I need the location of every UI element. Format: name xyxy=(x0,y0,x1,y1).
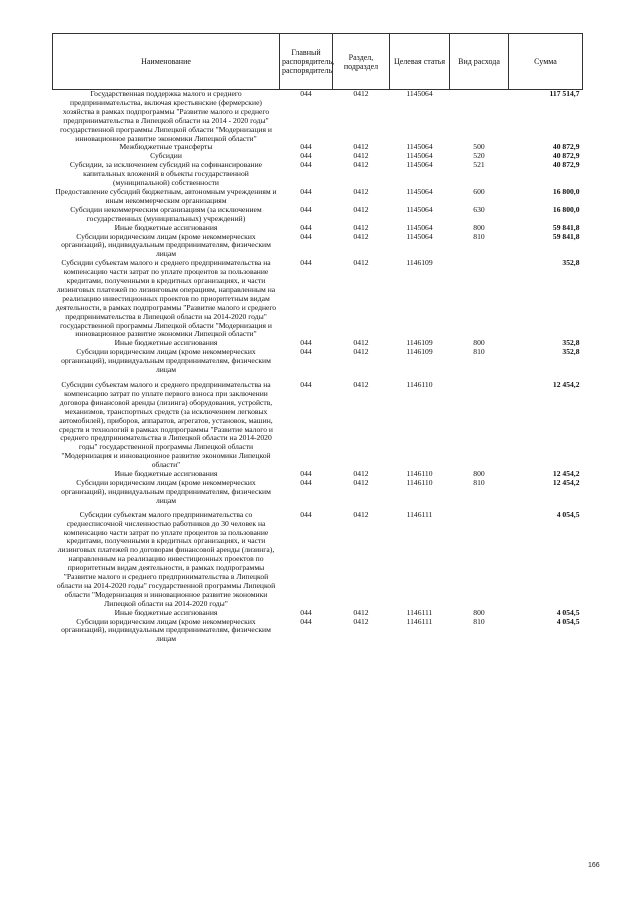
row-name: Иные бюджетные ассигнования xyxy=(114,607,218,617)
row-razdel: 0412 xyxy=(353,151,369,161)
row-name: Государственная поддержка малого и среднего предпринимательства, включая крестьянские (фермерские) хозяйства в рамках подпрограммы "Развитие малого и среднего предпринимательства в Липецкой области на 2014 - 2020 годы" государственной программы Липецкой области "Модернизация и инновационное развитие экономики Липецкой области" xyxy=(60,89,272,143)
row-celevaya: 1145064 xyxy=(406,222,433,232)
row-vid xyxy=(450,511,509,609)
row-name: Субсидии юридическим лицам (кроме некоммерческих организаций), индивидуальным предпринимателям, физическим лицам xyxy=(61,347,271,375)
row-name: Иные бюджетные ассигнования xyxy=(114,338,218,348)
row-celevaya: 1145064 xyxy=(406,142,433,152)
table-row xyxy=(53,479,583,511)
row-celevaya: 1146109 xyxy=(406,347,433,357)
page-number: 166 xyxy=(588,862,600,869)
row-razdel: 0412 xyxy=(353,160,369,170)
row-vid: 630 xyxy=(473,204,485,214)
row-celevaya: 1146109 xyxy=(406,338,433,348)
row-grs: 044 xyxy=(300,89,312,98)
row-name: Субсидии субъектам малого и среднего предпринимательства на компенсацию затрат по уплате первого взноса при заключении договора финансовой аренды (лизинга) оборудования, устройств, механизмов, транспортных средств (за исключением легковых автомобилей), приборов, аппаратов, агрегатов, установок, машин, средств и технологий в рамках подпрограммы "Развитие малого и среднего предпринимательства в Липецкой области на 2014-2020 годы" государственной программы Липецкой области "Модернизация и инновационное развитие экономики Липецкой области" xyxy=(59,380,273,470)
row-razdel: 0412 xyxy=(353,380,369,389)
row-celevaya: 1146110 xyxy=(406,477,433,487)
row-grs: 044 xyxy=(300,607,312,617)
row-grs: 044 xyxy=(300,142,312,152)
row-vid: 800 xyxy=(473,607,485,617)
row-vid xyxy=(450,90,509,144)
row-sum: 352,8 xyxy=(562,347,580,357)
row-name: Иные бюджетные ассигнования xyxy=(114,469,218,479)
row-razdel: 0412 xyxy=(353,338,369,348)
row-sum: 12 454,2 xyxy=(552,469,580,479)
row-grs: 044 xyxy=(300,151,312,161)
header-name: Наименование xyxy=(53,34,280,90)
row-sum: 12 454,2 xyxy=(552,380,580,389)
table-row xyxy=(53,259,583,339)
row-vid: 810 xyxy=(473,477,485,487)
row-name: Субсидии xyxy=(150,151,182,161)
budget-table-page xyxy=(52,33,582,644)
row-sum: 16 800,0 xyxy=(552,204,580,214)
row-vid: 500 xyxy=(473,142,485,152)
row-razdel: 0412 xyxy=(353,186,369,196)
row-razdel: 0412 xyxy=(353,222,369,232)
table-row xyxy=(53,143,583,152)
row-grs: 044 xyxy=(300,347,312,357)
row-razdel: 0412 xyxy=(353,89,369,98)
row-sum: 12 454,2 xyxy=(552,477,580,487)
row-grs: 044 xyxy=(300,231,312,241)
row-grs: 044 xyxy=(300,204,312,214)
row-grs: 044 xyxy=(300,258,312,268)
table-row xyxy=(53,188,583,206)
table-row xyxy=(53,381,583,470)
row-sum: 16 800,0 xyxy=(552,186,580,196)
row-sum: 40 872,9 xyxy=(552,160,580,170)
row-celevaya: 1145064 xyxy=(406,89,433,98)
row-vid: 810 xyxy=(473,347,485,357)
row-celevaya: 1146111 xyxy=(406,607,433,617)
row-razdel: 0412 xyxy=(353,204,369,214)
row-vid: 600 xyxy=(473,186,485,196)
row-razdel: 0412 xyxy=(353,469,369,479)
table-row xyxy=(53,618,583,645)
row-celevaya: 1146111 xyxy=(406,616,433,626)
row-sum: 4 054,5 xyxy=(556,616,580,626)
row-name: Предоставление субсидий бюджетным, автономным учреждениям и иным некоммерческим организациям xyxy=(55,186,277,205)
row-celevaya: 1146110 xyxy=(406,469,433,479)
row-razdel: 0412 xyxy=(353,477,369,487)
row-grs: 044 xyxy=(300,160,312,170)
row-sum: 40 872,9 xyxy=(552,151,580,161)
row-razdel: 0412 xyxy=(353,347,369,357)
table-row xyxy=(53,511,583,609)
row-vid xyxy=(450,259,509,339)
row-grs: 044 xyxy=(300,186,312,196)
table-row xyxy=(53,348,583,381)
row-vid: 800 xyxy=(473,338,485,348)
row-name: Субсидии, за исключением субсидий на софинансирование капитальных вложений в объекты государственной (муниципальной) собственности xyxy=(69,160,263,188)
row-name: Субсидии некоммерческим организациям (за исключением государственных (муниципальных) учреждений) xyxy=(70,204,262,223)
header-vid: Вид расхода xyxy=(450,34,509,90)
row-grs: 044 xyxy=(300,380,312,389)
row-vid xyxy=(450,381,509,470)
row-celevaya: 1146110 xyxy=(406,380,433,389)
row-vid: 800 xyxy=(473,222,485,232)
row-grs: 044 xyxy=(300,616,312,626)
row-sum: 117 514,7 xyxy=(549,89,580,98)
row-name: Субсидии юридическим лицам (кроме некоммерческих организаций), индивидуальным предпринимателям, физическим лицам xyxy=(61,616,271,644)
table-row xyxy=(53,161,583,188)
row-vid: 810 xyxy=(473,231,485,241)
row-celevaya: 1145064 xyxy=(406,160,433,170)
row-name: Субсидии юридическим лицам (кроме некоммерческих организаций), индивидуальным предпринимателям, физическим лицам xyxy=(61,231,271,259)
table-body xyxy=(53,90,583,645)
header-summa: Сумма xyxy=(509,34,583,90)
row-celevaya: 1145064 xyxy=(406,186,433,196)
row-vid: 521 xyxy=(473,160,485,170)
row-name: Иные бюджетные ассигнования xyxy=(114,222,218,232)
row-vid: 800 xyxy=(473,469,485,479)
row-vid: 810 xyxy=(473,616,485,626)
row-razdel: 0412 xyxy=(353,258,369,268)
row-sum: 4 054,5 xyxy=(556,607,580,617)
row-razdel: 0412 xyxy=(353,607,369,617)
row-razdel: 0412 xyxy=(353,616,369,626)
row-sum: 59 841,8 xyxy=(552,231,580,241)
row-name: Субсидии субъектам малого предпринимательства со среднесписочной численностью работников до 30 человек на компенсацию части затрат по уплате процентов за пользование кредитами, полученными в кредитных организациях, и части лизинговых платежей по договорам финансовой аренды (лизинга), направленным на реализацию инвестиционных проектов по приоритетным видам деятельности, в рамках подпрограммы "Развитие малого и среднего предпринимательства в Липецкой области на 2014-2020 годы" государственной программы Липецкой области "Модернизация и инновационное развитие экономики Липецкой области на 2014-2020 годы" xyxy=(56,509,276,608)
header-razdel: Раздел, подраздел xyxy=(333,34,390,90)
budget-table xyxy=(52,33,583,644)
row-vid: 520 xyxy=(473,151,485,161)
row-sum: 352,8 xyxy=(562,258,580,268)
row-sum: 352,8 xyxy=(562,338,580,348)
row-razdel: 0412 xyxy=(353,142,369,152)
row-razdel: 0412 xyxy=(353,509,369,519)
row-grs: 044 xyxy=(300,338,312,348)
row-grs: 044 xyxy=(300,477,312,487)
row-sum: 40 872,9 xyxy=(552,142,580,152)
row-celevaya: 1145064 xyxy=(406,204,433,214)
table-row xyxy=(53,206,583,224)
row-name: Субсидии субъектам малого и среднего предпринимательства на компенсацию части затрат по уплате процентов за пользование кредитами, полученными в кредитных организациях, и части лизинговых платежей по лизинговым операциям, направленным на реализацию инвестиционных проектов по приоритетным видам деятельности, в рамках подпрограммы "Развитие малого и среднего предпринимательства в Липецкой области на 2014-2020 годы" государственной программы Липецкой области "Модернизация и инновационное развитие экономики Липецкой области" xyxy=(55,258,277,339)
table-row xyxy=(53,90,583,144)
row-grs: 044 xyxy=(300,469,312,479)
header-celevaya: Целевая статья xyxy=(390,34,450,90)
header-grs: Главный распорядитель, распорядитель xyxy=(280,34,333,90)
row-celevaya: 1146109 xyxy=(406,258,433,268)
row-grs: 044 xyxy=(300,222,312,232)
row-grs: 044 xyxy=(300,509,312,519)
row-razdel: 0412 xyxy=(353,231,369,241)
row-celevaya: 1145064 xyxy=(406,231,433,241)
table-row xyxy=(53,233,583,260)
row-name: Межбюджетные трансферты xyxy=(119,142,213,152)
row-name: Субсидии юридическим лицам (кроме некоммерческих организаций), индивидуальным предпринимателям, физическим лицам xyxy=(61,477,271,505)
row-celevaya: 1145064 xyxy=(406,151,433,161)
row-celevaya: 1146111 xyxy=(406,509,433,519)
row-sum: 59 841,8 xyxy=(552,222,580,232)
table-header xyxy=(53,34,583,90)
row-sum: 4 054,5 xyxy=(556,509,580,519)
